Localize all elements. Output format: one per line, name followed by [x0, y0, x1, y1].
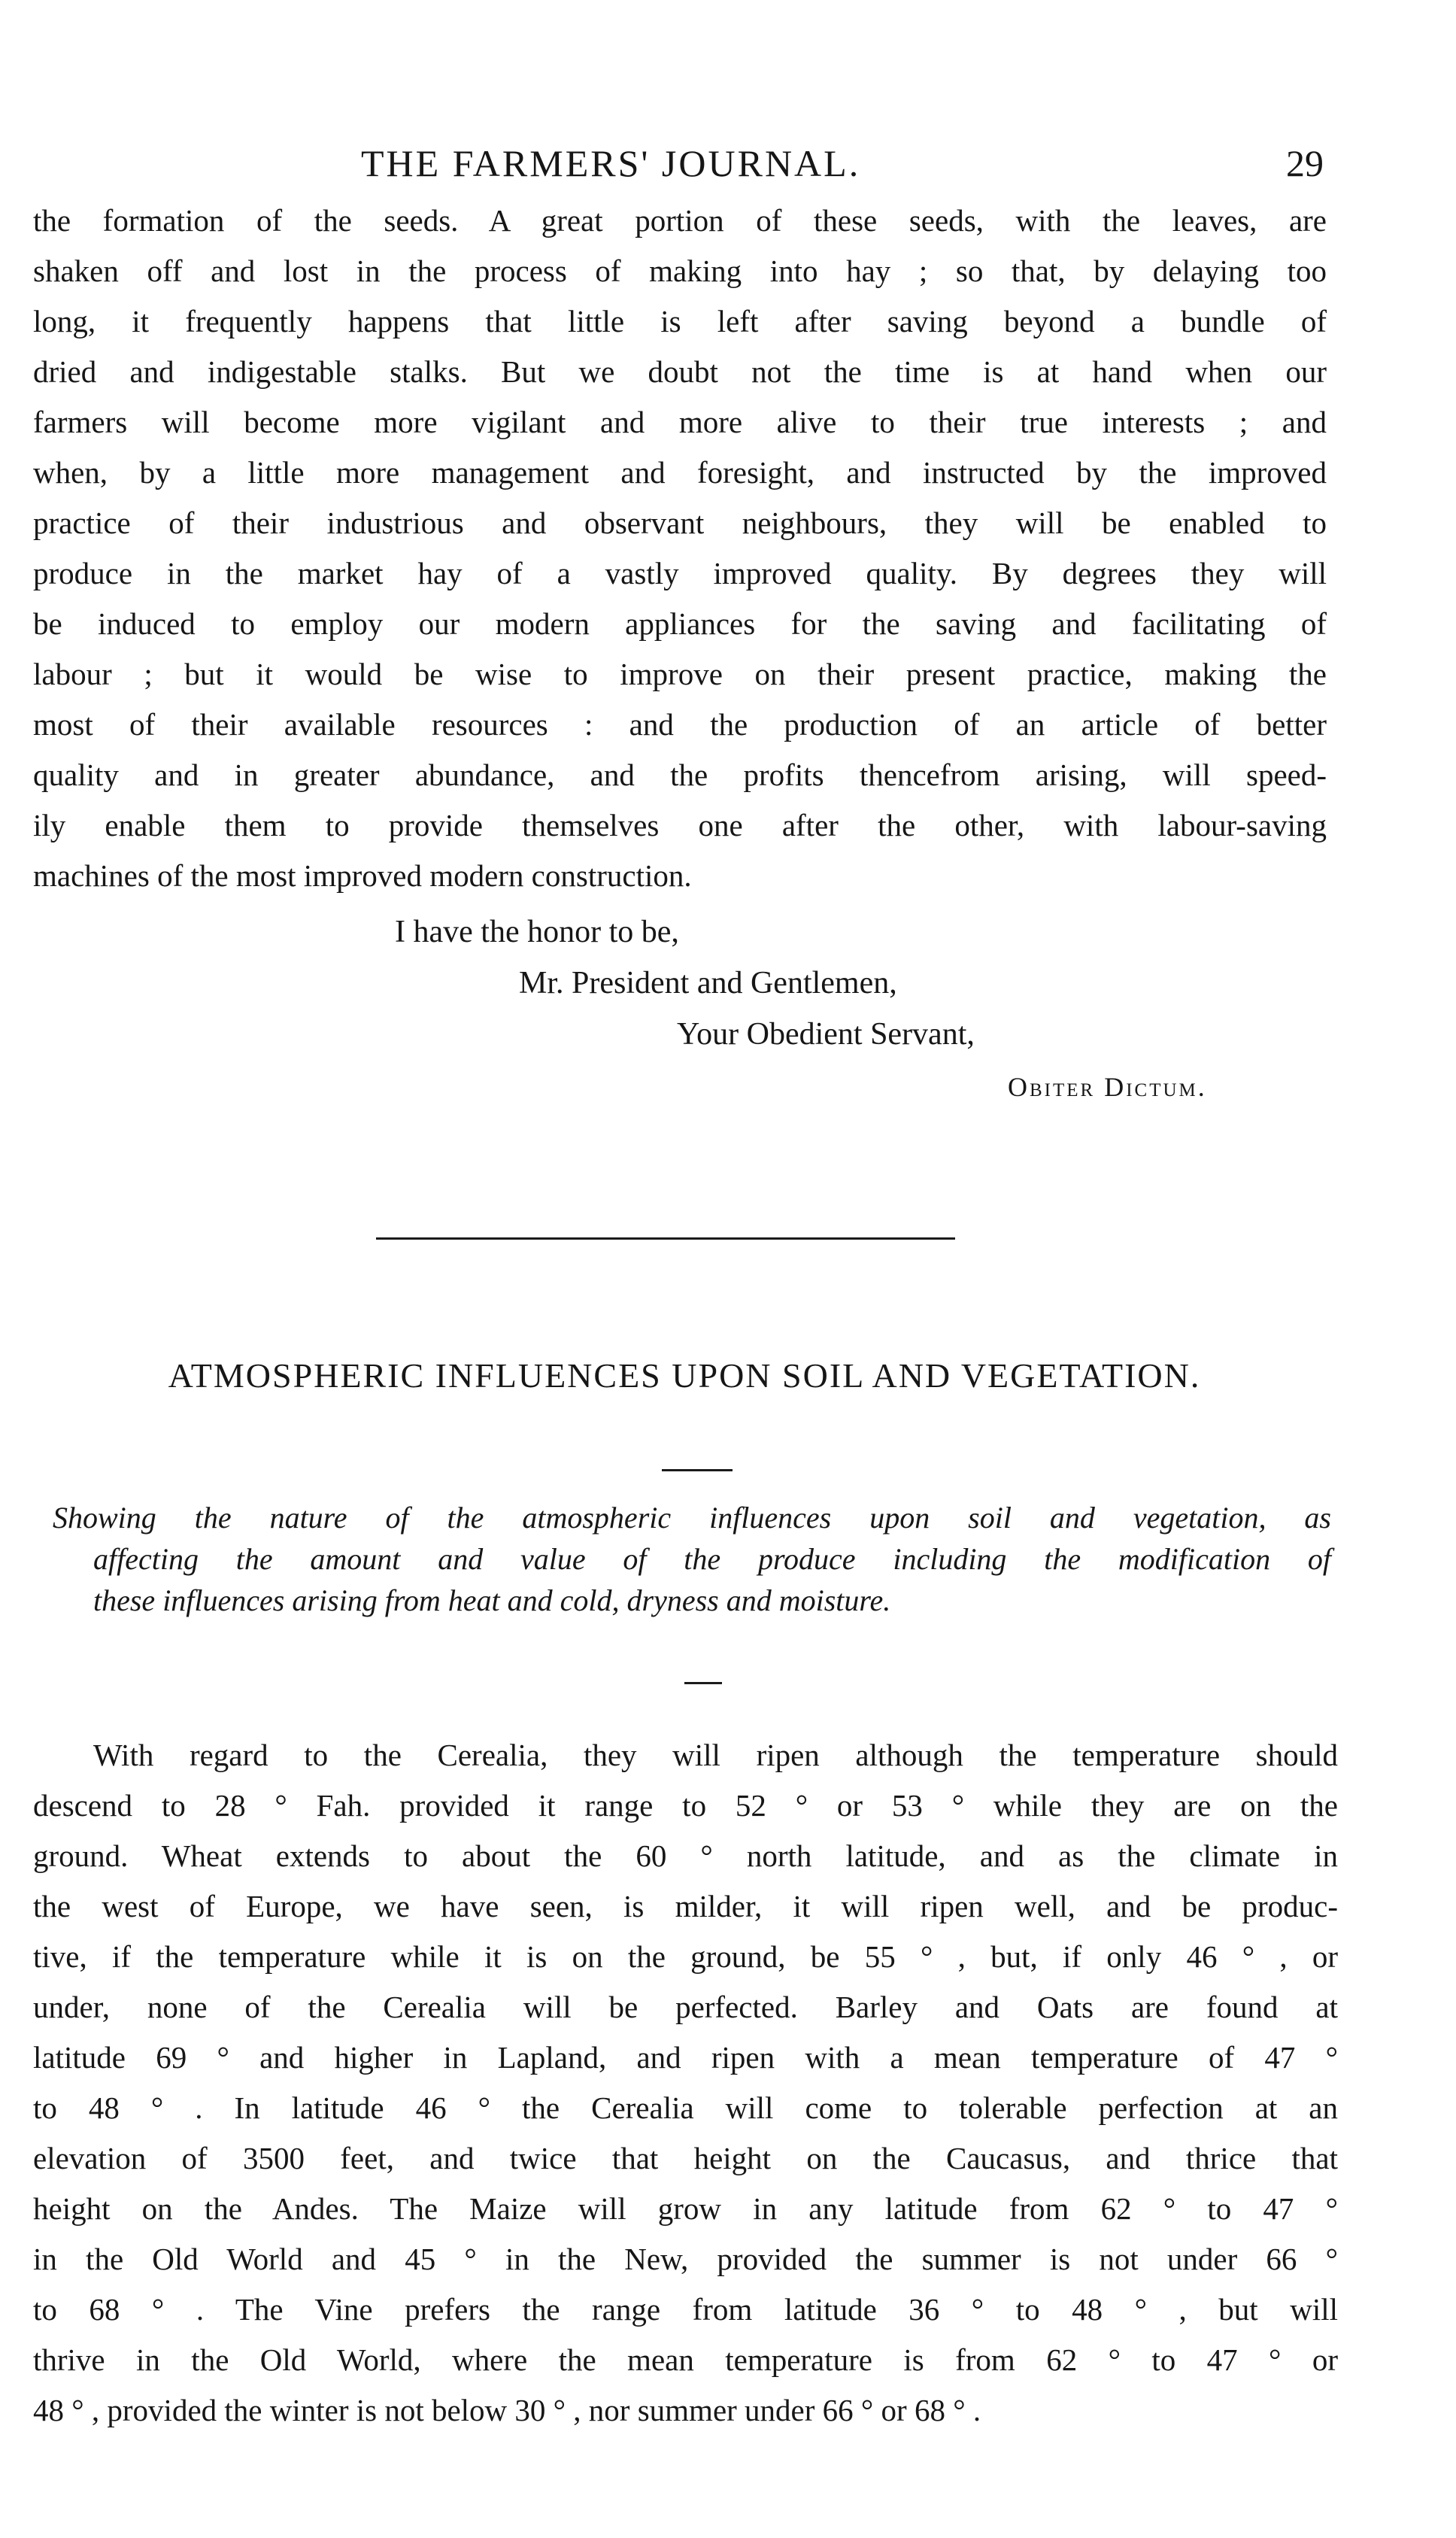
text-line: farmers will become more vigilant and more alive to their true interests ; and — [33, 405, 1327, 439]
article-title: ATMOSPHERIC INFLUENCES UPON SOIL AND VEGETATION. — [168, 1356, 1201, 1395]
abstract-rule — [684, 1682, 722, 1684]
section-divider — [376, 1237, 955, 1240]
running-title: THE FARMERS' JOURNAL. — [361, 142, 861, 184]
text-line: in the Old World and 45 ° in the New, provided the summer is not under 66 ° — [33, 2242, 1338, 2276]
signature: Obiter Dictum. — [1008, 1072, 1207, 1102]
text-line: 48 ° , provided the winter is not below 30 ° , nor summer under 66 ° or 68 ° . — [33, 2393, 981, 2427]
closing-salutation: I have the honor to be, — [395, 915, 679, 949]
text-line: most of their available resources : and the production of an article of better — [33, 707, 1327, 742]
abstract-line: affecting the amount and value of the produce including the modification of — [93, 1542, 1331, 1576]
text-line: to 68 ° . The Vine prefers the range from latitude 36 ° to 48 ° , but will — [33, 2292, 1338, 2327]
text-line: be induced to employ our modern appliances for the saving and facilitating of — [33, 606, 1327, 641]
text-line: ground. Wheat extends to about the 60 ° north latitude, and as the climate in — [33, 1838, 1338, 1873]
text-line: under, none of the Cerealia will be perfected. Barley and Oats are found at — [33, 1990, 1338, 2024]
text-line: With regard to the Cerealia, they will ripen although the temperature should — [93, 1738, 1338, 1772]
text-line: to 48 ° . In latitude 46 ° the Cerealia will come to tolerable perfection at an — [33, 2090, 1338, 2125]
text-line: latitude 69 ° and higher in Lapland, and ripen with a mean temperature of 47 ° — [33, 2040, 1338, 2075]
text-line: machines of the most improved modern construction. — [33, 858, 692, 893]
closing-servant: Your Obedient Servant, — [677, 1017, 975, 1052]
text-line: shaken off and lost in the process of making into hay ; so that, by delaying too — [33, 253, 1327, 288]
text-line: height on the Andes. The Maize will grow in any latitude from 62 ° to 47 ° — [33, 2191, 1338, 2226]
text-line: when, by a little more management and foresight, and instructed by the improved — [33, 455, 1327, 490]
letter-body — [33, 196, 1327, 901]
text-line: thrive in the Old World, where the mean temperature is from 62 ° to 47 ° or — [33, 2342, 1338, 2377]
text-line: labour ; but it would be wise to improve on their present practice, making the — [33, 657, 1327, 691]
article-abstract — [53, 1497, 1331, 1621]
closing-address: Mr. President and Gentlemen, — [519, 966, 897, 1000]
text-line: produce in the market hay of a vastly improved quality. By degrees they will — [33, 556, 1327, 590]
text-line: elevation of 3500 feet, and twice that height on the Caucasus, and thrice that — [33, 2141, 1338, 2175]
text-line: the formation of the seeds. A great portion of these seeds, with the leaves, are — [33, 203, 1327, 238]
text-line: quality and in greater abundance, and the profits thencefrom arising, will speed- — [33, 757, 1327, 792]
text-line: tive, if the temperature while it is on the ground, be 55 ° , but, if only 46 ° , or — [33, 1939, 1338, 1974]
title-rule — [662, 1469, 733, 1471]
page-number: 29 — [1286, 142, 1324, 184]
article-body — [33, 1730, 1338, 2436]
text-line: practice of their industrious and observant neighbours, they will be enabled to — [33, 505, 1327, 540]
text-line: dried and indigestable stalks. But we doubt not the time is at hand when our — [33, 354, 1327, 389]
abstract-line: Showing the nature of the atmospheric influences upon soil and vegetation, as — [53, 1501, 1331, 1535]
text-line: long, it frequently happens that little is left after saving beyond a bundle of — [33, 304, 1327, 339]
text-line: the west of Europe, we have seen, is milder, it will ripen well, and be produc- — [33, 1889, 1338, 1923]
text-line: descend to 28 ° Fah. provided it range to 52 ° or 53 ° while they are on the — [33, 1788, 1338, 1823]
text-line: ily enable them to provide themselves one after the other, with labour-saving — [33, 808, 1327, 842]
abstract-line: these influences arising from heat and cold, dryness and moisture. — [93, 1583, 891, 1617]
